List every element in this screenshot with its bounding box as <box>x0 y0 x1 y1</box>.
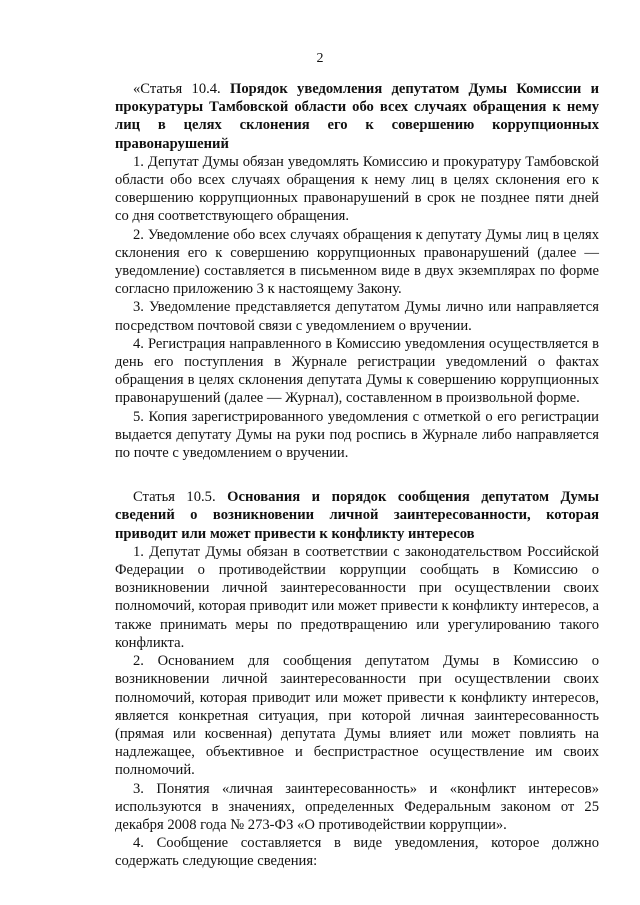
paragraph: 4. Сообщение составляется в виде уведомления, которое должно содержать следующие сведения: <box>115 835 599 870</box>
page-number: 2 <box>316 51 324 66</box>
section-spacer <box>115 462 599 488</box>
paragraph: 3. Уведомление представляется депутатом Думы лично или направляется посредством почтовой связи с уведомлением о вручении. <box>115 299 599 334</box>
paragraph: 3. Понятия «личная заинтересованность» и «конфликт интересов» используются в значениях, определенных Федеральным законом от 25 декабря 2008 года № 273-ФЗ «О противодействии коррупции». <box>115 780 599 833</box>
article-10-5 <box>115 488 599 870</box>
article-number: «Статья 10.4. <box>133 81 221 97</box>
article-10-4 <box>115 80 599 462</box>
article-number: Статья 10.5. <box>133 489 216 506</box>
article-title: Порядок уведомления депутатом Думы Комиссии и прокуратуры Тамбовской области обо всех случаях обращения к нему лиц в целях склонения его к совершению коррупционных правонарушений <box>115 81 600 152</box>
paragraph: 2. Основанием для сообщения депутатом Думы в Комиссию о возникновении личной заинтересованности при осуществлении своих полномочий, которая приводит или может привести к конфликту интересов, является конкретная ситуация, при которой личная заинтересованность (прямая или косвенная) депутата Думы влияет или может повлиять на надлежащее, объективное и беспристрастное осуществление им своих полномочий. <box>115 653 599 779</box>
document-body <box>115 80 599 871</box>
paragraph: 4. Регистрация направленного в Комиссию уведомления осуществляется в день его поступления в Журнале регистрации уведомлений о фактах обращения в целях склонения депутата Думы к совершению коррупционных правонарушений (далее — Журнал), составленном в произвольной форме. <box>115 335 599 407</box>
paragraph: 2. Уведомление обо всех случаях обращения к депутату Думы лиц в целях склонения его к совершению коррупционных правонарушений (далее — уведомление) составляется в письменном виде в двух экземплярах по форме согласно приложению 3 к настоящему Закону. <box>115 226 599 298</box>
paragraph: 1. Депутат Думы обязан уведомлять Комиссию и прокуратуру Тамбовской области обо всех случаях обращения к нему лиц в целях склонения его к совершению коррупционных правонарушений в срок не позднее пяти дней со дня соответствующего обращения. <box>115 153 599 225</box>
article-heading <box>115 80 599 153</box>
paragraph: 1. Депутат Думы обязан в соответствии с законодательством Российской Федерации о противодействии коррупции сообщать в Комиссию о возникновении личной заинтересованности при осуществлении своих полномочий, которая приводит или может привести к конфликту интересов, а также принимать меры по предотвращению или урегулированию такого конфликта. <box>115 543 599 651</box>
paragraph: 5. Копия зарегистрированного уведомления с отметкой о его регистрации выдается депутату Думы на руки под роспись в Журнале либо направляется по почте с уведомлением о вручении. <box>115 408 599 462</box>
article-title: Основания и порядок сообщения депутатом Думы сведений о возникновении личной заинтересованности, которая приводит или может привести к конфликту интересов <box>115 489 599 542</box>
article-heading <box>115 488 599 543</box>
